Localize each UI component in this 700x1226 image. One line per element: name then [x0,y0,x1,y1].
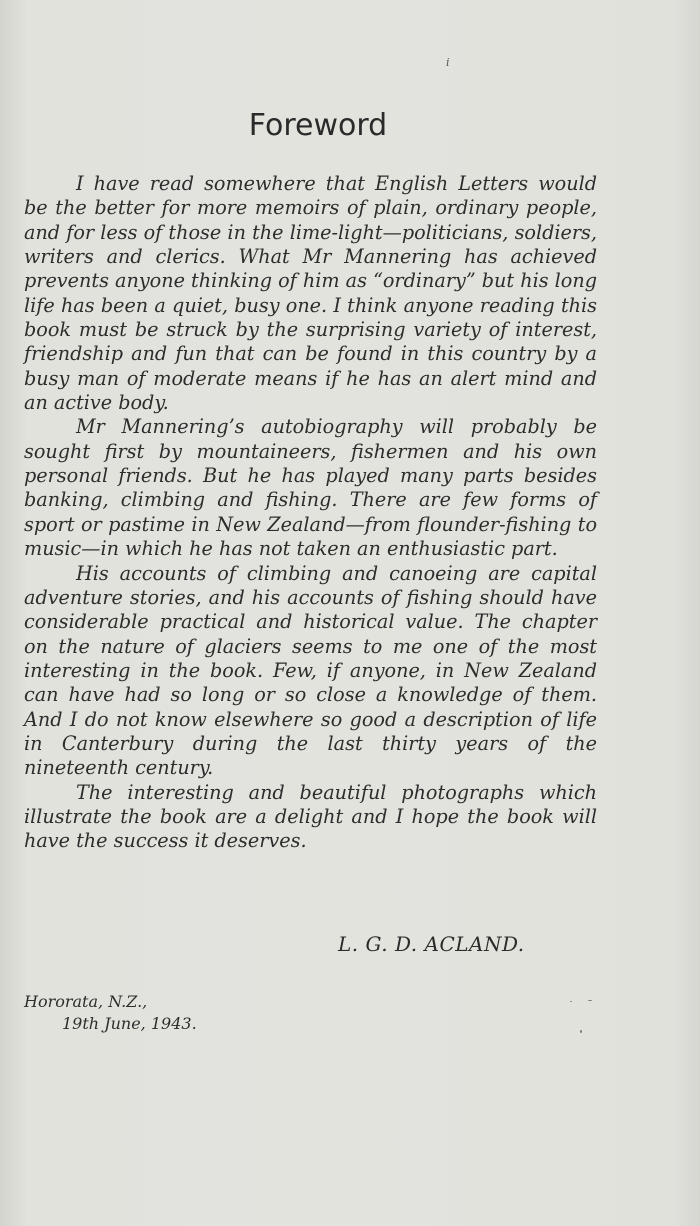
author-signature: L. G. D. ACLAND. [338,932,525,956]
paper-speck [588,1000,592,1001]
paper-speck [580,1030,582,1033]
paragraph: His accounts of climbing and canoeing are capital adventure stories, and his accounts of fishing should have considerable practical and historical value. The chapter on the nature of glaciers seems to me one of the most interesting in the book. Few, if anyone, in New Zealand can have had so long or so close a knowledge of them. And I do not know elsewhere so good a description of life in Canterbury during the last thirty years of the nineteenth century. [24,561,597,780]
paragraph: I have read somewhere that English Letters would be the better for more memoirs of plain, ordinary people, and for less of those in the lime-light—politicians, soldiers, writers and clerics. What Mr Mannering has achieved prevents anyone thinking of him as “ordinary” but his long life has been a quiet, busy one. I think anyone reading this book must be struck by the surprising variety of interest, friendship and fun that can be found in this country by a busy man of moderate means if he has an alert mind and an active body. [24,172,597,415]
page-title: Foreword [248,108,388,143]
paper-speck [570,1001,572,1002]
place-line: Hororata, N.Z., [24,992,148,1011]
page-mark: i [446,56,450,69]
date-line: 19th June, 1943. [62,1014,197,1033]
paragraph: Mr Mannering’s autobiography will probably be sought first by mountaineers, fishermen and his own personal friends. But he has played many parts besides banking, climbing and fishing. There are few forms of sport or pastime in New Zealand—from flounder-fishing to music—in which he has not taken an enthusiastic part. [24,415,597,561]
paragraph: The interesting and beautiful photographs which illustrate the book are a delight and I hope the book will have the success it deserves. [24,780,597,853]
foreword-body [24,172,597,854]
